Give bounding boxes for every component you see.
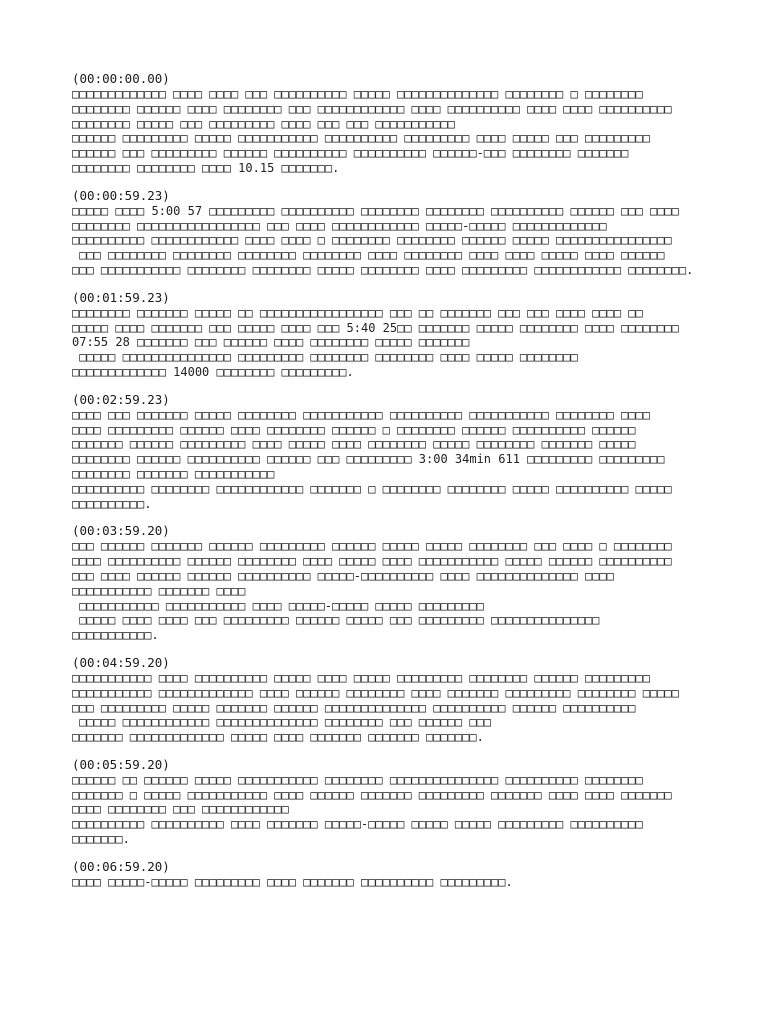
transcript-page	[72, 70, 712, 901]
transcript-line: □□□□□ □□□□ 5:00 57 □□□□□□□□□ □□□□□□□□□□ □□□□□□□□ □□□□□□□□ □□□□□□□□□□ □□□□□□ □□□ □□□□	[72, 203, 679, 218]
transcript-line: □□□□□□□□ □□□□□□ □□□□ □□□□□□□□ □□□ □□□□□□□□□□□□ □□□□ □□□□□□□□□□ □□□□ □□□□ □□□□□□□□□□	[72, 101, 672, 116]
transcript-block	[72, 187, 712, 278]
transcript-line: □□□□□ □□□□ □□□□□□□ □□□ □□□□□ □□□□ □□□ 5:40 25□□ □□□□□□□ □□□□□ □□□□□□□□ □□□□ □□□□□□□□	[72, 320, 679, 335]
transcript-line: □□□□□□□□□□□.	[72, 628, 159, 643]
transcript-line: □□□ □□□□□□ □□□□□□□ □□□□□□ □□□□□□□□□ □□□□□□ □□□□□ □□□□□ □□□□□□□□ □□□ □□□□ □ □□□□□□□□	[72, 539, 672, 554]
transcript-line: □□□□□□□□□□□ □□□□□□□□□□□□□ □□□□ □□□□□□ □□□□□□□□ □□□□ □□□□□□□ □□□□□□□□□ □□□□□□□□ □□□□□	[72, 685, 679, 700]
transcript-line: □□□□□□□□□□ □□□□□□□□ □□□□□□□□□□□□ □□□□□□□ □ □□□□□□□□ □□□□□□□□ □□□□□ □□□□□□□□□□ □□□□□	[72, 481, 672, 496]
transcript-line: □□□□□□□□ □□□□□□□ □□□□□□□□□□□	[72, 466, 275, 481]
transcript-line: □□□ □□□□□□□□□ □□□□□ □□□□□□□ □□□□□□ □□□□□□□□□□□□□□ □□□□□□□□□□ □□□□□□ □□□□□□□□□□	[72, 700, 636, 715]
timestamp: (00:06:59.20)	[72, 858, 170, 874]
transcript-line: □□□□□□□□ □□□□□ □□□ □□□□□□□□□ □□□□ □□□ □□□ □□□□□□□□□□□	[72, 116, 455, 131]
transcript-line: □□□□□□ □□ □□□□□□ □□□□□ □□□□□□□□□□□ □□□□□□□□ □□□□□□□□□□□□□□□ □□□□□□□□□□ □□□□□□□□	[72, 772, 643, 787]
transcript-line: □□□□□□ □□□□□□□□□ □□□□□ □□□□□□□□□□□ □□□□□□□□□□ □□□□□□□□□ □□□□ □□□□□ □□□ □□□□□□□□□	[72, 131, 650, 146]
transcript-line: □□□□□ □□□□□□□□□□□□ □□□□□□□□□□□□□□ □□□□□□□□ □□□ □□□□□□ □□□	[72, 715, 492, 730]
transcript-block	[72, 654, 712, 745]
transcript-line: □□□□ □□□□□□□□□□ □□□□□□ □□□□□□□□ □□□□ □□□□□ □□□□ □□□□□□□□□□□ □□□□□ □□□□□□ □□□□□□□□□□	[72, 554, 672, 569]
transcript-line: □□□□□□□ □ □□□□□ □□□□□□□□□□□ □□□□ □□□□□□ □□□□□□□ □□□□□□□□□ □□□□□□□ □□□□ □□□□ □□□□□□□	[72, 787, 672, 802]
transcript-block	[72, 522, 712, 643]
transcript-block	[72, 756, 712, 847]
transcript-line: □□□□□□□□□□□ □□□□ □□□□□□□□□□ □□□□□ □□□□ □□□□□ □□□□□□□□□ □□□□□□□□ □□□□□□ □□□□□□□□□	[72, 670, 650, 685]
timestamp: (00:04:59.20)	[72, 654, 170, 670]
transcript-line: □□□□ □□□□□□□□□ □□□□□□ □□□□ □□□□□□□□ □□□□□□ □ □□□□□□□□ □□□□□□ □□□□□□□□□□ □□□□□□	[72, 422, 636, 437]
transcript-line: □□□□ □□□ □□□□□□□ □□□□□ □□□□□□□□ □□□□□□□□□□□ □□□□□□□□□□ □□□□□□□□□□□ □□□□□□□□ □□□□	[72, 407, 650, 422]
timestamp: (00:00:59.23)	[72, 187, 170, 203]
transcript-line: □□□□□□□□ □□□□□□ □□□□□□□□□□ □□□□□□ □□□ □□□□□□□□□ 3:00 34min 611 □□□□□□□□□ □□□□□□□□□	[72, 452, 665, 467]
timestamp: (00:02:59.23)	[72, 391, 170, 407]
timestamp: (00:01:59.23)	[72, 289, 170, 305]
transcript-line: □□□□□□□□□□□ □□□□□□□□□□□ □□□□ □□□□□-□□□□□ □□□□□ □□□□□□□□□	[72, 598, 484, 613]
transcript-line: □□□□□□□□□□□□□ 14000 □□□□□□□□ □□□□□□□□□.	[72, 364, 354, 379]
transcript-line: □□□□□□ □□□ □□□□□□□□□ □□□□□□ □□□□□□□□□□ □□□□□□□□□□ □□□□□□-□□□ □□□□□□□□ □□□□□□□	[72, 146, 629, 161]
transcript-line: □□□□□□□ □□□□□□ □□□□□□□□□ □□□□ □□□□□ □□□□ □□□□□□□□ □□□□□ □□□□□□□□ □□□□□□□ □□□□□	[72, 437, 636, 452]
transcript-line: □□□□□□□□ □□□□□□□ □□□□□ □□ □□□□□□□□□□□□□□□□□ □□□ □□ □□□□□□□ □□□ □□□ □□□□ □□□□ □□	[72, 305, 643, 320]
transcript-line: □□□□□□□□□□.	[72, 496, 152, 511]
transcript-line: □□□□□□□ □□□□□□□□□□□□□ □□□□□ □□□□ □□□□□□□ □□□□□□□ □□□□□□□.	[72, 730, 484, 745]
transcript-line: □□□□□□□□□□ □□□□□□□□□□ □□□□ □□□□□□□ □□□□□-□□□□□ □□□□□ □□□□□ □□□□□□□□□ □□□□□□□□□□	[72, 817, 643, 832]
transcript-line: □□□□□□□□□□□ □□□□□□□ □□□□	[72, 583, 246, 598]
transcript-line: □□□ □□□□□□□□ □□□□□□□□ □□□□□□□□ □□□□□□□□ □□□□ □□□□□□□□ □□□□ □□□□ □□□□□ □□□□ □□□□□□	[72, 248, 665, 263]
timestamp: (00:05:59.20)	[72, 756, 170, 772]
transcript-block	[72, 70, 712, 176]
transcript-block	[72, 391, 712, 512]
transcript-line: □□□□□□□□□□ □□□□□□□□□□□□ □□□□ □□□□ □ □□□□□□□□ □□□□□□□□ □□□□□□ □□□□□ □□□□□□□□□□□□□□□□	[72, 233, 672, 248]
transcript-line: □□□□□□□□□□□□□ □□□□ □□□□ □□□ □□□□□□□□□□ □□□□□ □□□□□□□□□□□□□□ □□□□□□□□ □ □□□□□□□□	[72, 87, 643, 101]
timestamp: (00:03:59.20)	[72, 523, 170, 539]
transcript-line: □□□□□ □□□□□□□□□□□□□□□ □□□□□□□□□ □□□□□□□□ □□□□□□□□ □□□□ □□□□□ □□□□□□□□	[72, 350, 578, 365]
transcript-block	[72, 858, 712, 890]
transcript-line: □□□ □□□□□□□□□□□ □□□□□□□□ □□□□□□□□ □□□□□ □□□□□□□□ □□□□ □□□□□□□□□ □□□□□□□□□□□□ □□□□□□□□.	[72, 262, 694, 277]
transcript-line: □□□□□□□.	[72, 832, 130, 847]
transcript-line: □□□ □□□□ □□□□□□ □□□□□□ □□□□□□□□□□ □□□□□-□□□□□□□□□□ □□□□ □□□□□□□□□□□□□□ □□□□	[72, 568, 614, 583]
transcript-line: 07:55 28 □□□□□□□ □□□ □□□□□□ □□□□ □□□□□□□□ □□□□□ □□□□□□□	[72, 335, 470, 350]
timestamp: (00:00:00.00)	[72, 71, 170, 86]
transcript-line: □□□□ □□□□□□□□ □□□ □□□□□□□□□□□□	[72, 802, 289, 817]
transcript-line: □□□□ □□□□□-□□□□□ □□□□□□□□□ □□□□ □□□□□□□ □□□□□□□□□□ □□□□□□□□□.	[72, 874, 513, 889]
transcript-line: □□□□□□□□ □□□□□□□□□□□□□□□□□ □□□ □□□□ □□□□□□□□□□□□ □□□□□-□□□□□ □□□□□□□□□□□□□	[72, 218, 607, 233]
transcript-line: □□□□□□□□ □□□□□□□□ □□□□ 10.15 □□□□□□□.	[72, 160, 340, 175]
transcript-block	[72, 289, 712, 380]
transcript-line: □□□□□ □□□□ □□□□ □□□ □□□□□□□□□ □□□□□□ □□□□□ □□□ □□□□□□□□□ □□□□□□□□□□□□□□□	[72, 613, 600, 628]
